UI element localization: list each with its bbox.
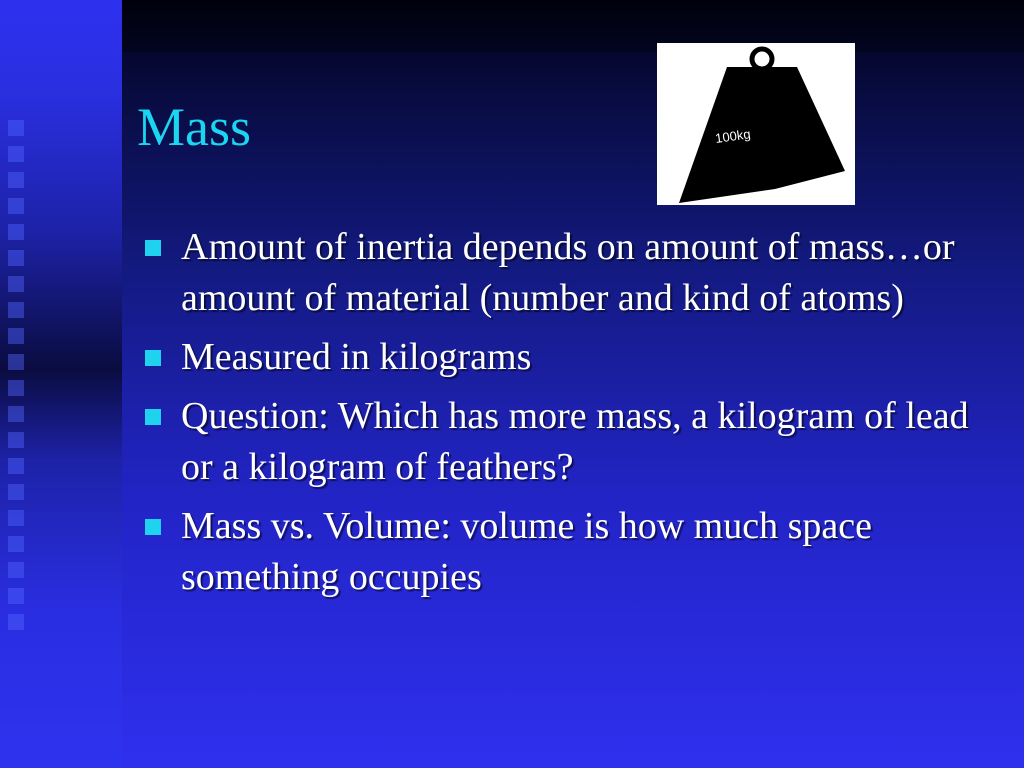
left-decorative-band bbox=[0, 0, 122, 768]
bullet-marker bbox=[145, 519, 161, 535]
weight-picture bbox=[657, 43, 855, 205]
bullet-marker bbox=[145, 409, 161, 425]
bullet-marker bbox=[145, 240, 161, 256]
bullet-item bbox=[143, 222, 983, 324]
decorative-squares bbox=[8, 120, 28, 680]
weight-label: 100kg bbox=[714, 126, 752, 146]
bullet-text: Amount of inertia depends on amount of mass…or amount of material (number and kind of atoms) bbox=[181, 226, 955, 319]
top-decorative-band bbox=[122, 0, 1024, 52]
bullet-list bbox=[143, 222, 983, 611]
bullet-item bbox=[143, 391, 983, 493]
weight-icon bbox=[657, 43, 855, 205]
bullet-marker bbox=[145, 350, 161, 366]
bullet-item bbox=[143, 501, 983, 603]
bullet-text: Mass vs. Volume: volume is how much space something occupies bbox=[181, 505, 872, 598]
bullet-text: Measured in kilograms bbox=[181, 336, 532, 378]
slide-title: Mass bbox=[137, 97, 252, 157]
bullet-text: Question: Which has more mass, a kilogram of lead or a kilogram of feathers? bbox=[181, 395, 969, 488]
bullet-item bbox=[143, 332, 983, 383]
